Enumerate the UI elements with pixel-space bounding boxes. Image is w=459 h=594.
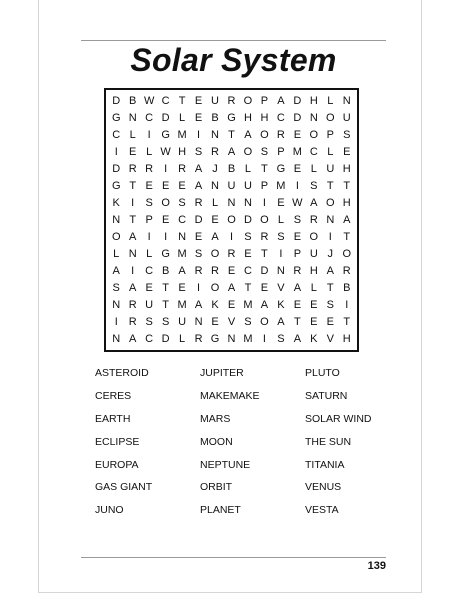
grid-letter: M	[177, 298, 187, 311]
grid-letter: N	[227, 332, 236, 345]
grid-letter: R	[194, 332, 203, 345]
grid-letter: O	[260, 129, 269, 142]
grid-letter: T	[178, 95, 186, 108]
grid-letter: D	[194, 213, 203, 226]
grid-letter: R	[211, 146, 219, 159]
grid-letter: M	[243, 332, 253, 345]
grid-letter: O	[326, 197, 335, 210]
grid-letter: N	[178, 230, 187, 243]
grid-letter: C	[276, 112, 285, 125]
grid-letter: S	[194, 146, 203, 159]
grid-letter: O	[111, 230, 121, 243]
grid-letter: M	[177, 129, 187, 142]
grid-letter: R	[227, 95, 236, 108]
grid-letter: E	[244, 247, 252, 260]
grid-letter: E	[194, 95, 203, 108]
word-list-item: GAS GIANT	[95, 481, 153, 494]
word-list-item: EARTH	[95, 412, 131, 425]
word-list-item: JUPITER	[200, 367, 244, 379]
grid-letter: T	[129, 180, 137, 193]
grid-letter: R	[128, 315, 137, 328]
grid-letter: A	[293, 332, 302, 345]
grid-letter: E	[145, 281, 153, 294]
grid-letter: S	[244, 230, 252, 243]
grid-letter: P	[326, 129, 334, 142]
grid-letter: I	[147, 129, 151, 142]
grid-letter: L	[146, 146, 153, 159]
grid-letter: E	[343, 146, 351, 159]
grid-letter: R	[128, 163, 137, 176]
word-list-item: PLUTO	[305, 367, 340, 379]
grid-letter: A	[277, 315, 285, 328]
grid-letter: T	[326, 281, 334, 294]
grid-letter: B	[161, 264, 170, 277]
grid-letter: T	[261, 163, 268, 176]
grid-letter: I	[279, 247, 283, 260]
grid-letter: H	[178, 146, 187, 159]
grid-letter: E	[178, 180, 186, 193]
grid-letter: O	[260, 213, 269, 226]
word-list-item: ASTEROID	[95, 367, 149, 379]
word-list-item: MAKEMAKE	[200, 389, 260, 402]
grid-letter: D	[112, 95, 121, 108]
bottom-divider	[81, 557, 386, 558]
grid-letter: T	[162, 281, 169, 294]
grid-letter: R	[260, 230, 269, 243]
word-list	[95, 362, 395, 522]
grid-letter: E	[211, 213, 219, 226]
grid-letter: R	[293, 264, 302, 277]
grid-letter: P	[145, 213, 153, 226]
grid-letter: G	[227, 112, 236, 125]
grid-letter: C	[178, 213, 187, 226]
grid-letter: K	[211, 298, 219, 311]
grid-letter: N	[243, 197, 252, 210]
grid-letter: D	[161, 112, 170, 125]
grid-letter: E	[194, 230, 203, 243]
word-list-item: SATURN	[305, 389, 348, 402]
grid-letter: N	[112, 213, 121, 226]
grid-letter: H	[342, 332, 351, 345]
grid-letter: A	[326, 264, 334, 277]
grid-letter: N	[112, 332, 121, 345]
grid-letter: E	[227, 264, 236, 277]
grid-letter: S	[277, 332, 285, 345]
grid-letter: T	[244, 281, 252, 294]
grid-letter: B	[343, 281, 351, 294]
grid-letter: V	[277, 281, 285, 294]
grid-letter: G	[111, 180, 121, 193]
grid-letter: I	[114, 315, 118, 328]
word-list-item: MARS	[200, 412, 231, 425]
grid-letter: U	[211, 95, 219, 108]
grid-letter: N	[211, 180, 219, 193]
grid-letter: N	[227, 197, 236, 210]
grid-letter: A	[129, 281, 137, 294]
grid-letter: T	[343, 230, 351, 243]
grid-letter: H	[260, 112, 269, 125]
grid-letter: T	[129, 213, 137, 226]
grid-letter: G	[111, 112, 121, 125]
grid-letter: S	[293, 213, 302, 226]
grid-letter: L	[244, 163, 252, 176]
grid-letter: H	[342, 163, 351, 176]
grid-letter: E	[161, 213, 170, 226]
grid-letter: T	[293, 315, 301, 328]
grid-letter: D	[260, 264, 269, 277]
grid-letter: K	[310, 332, 318, 345]
grid-letter: L	[211, 197, 219, 210]
grid-letter: E	[326, 315, 334, 328]
grid-letter: A	[310, 197, 318, 210]
grid-letter: G	[210, 332, 220, 345]
word-list-item: VESTA	[305, 504, 339, 517]
grid-letter: O	[227, 213, 236, 226]
grid-letter: V	[326, 332, 334, 345]
grid-letter: U	[309, 247, 318, 260]
grid-letter: J	[327, 247, 334, 260]
grid-letter: R	[145, 163, 154, 176]
grid-letter: D	[112, 163, 121, 176]
grid-letter: L	[113, 247, 120, 260]
grid-letter: U	[145, 298, 154, 311]
grid-letter: G	[161, 129, 170, 142]
grid-letter: S	[343, 129, 351, 142]
word-list-item: NEPTUNE	[200, 458, 251, 471]
grid-letter: S	[178, 197, 186, 210]
grid-letter: S	[194, 247, 203, 260]
grid-letter: T	[343, 315, 351, 328]
grid-letter: L	[327, 95, 334, 108]
grid-letter: D	[293, 95, 302, 108]
grid-letter: U	[243, 180, 252, 193]
grid-letter: N	[128, 112, 137, 125]
grid-letter: A	[129, 332, 137, 345]
grid-letter: A	[227, 281, 236, 294]
grid-letter: N	[112, 298, 121, 311]
grid-letter: S	[326, 298, 334, 311]
grid-letter: C	[145, 264, 154, 277]
grid-letter: S	[145, 197, 153, 210]
grid-letter: R	[194, 197, 203, 210]
grid-letter: B	[211, 112, 219, 125]
grid-letter: S	[244, 315, 252, 328]
grid-letter: O	[309, 129, 319, 142]
grid-letter: A	[194, 180, 203, 193]
word-list-item: EUROPA	[95, 458, 139, 471]
grid-letter: H	[309, 264, 318, 277]
grid-letter: R	[128, 298, 137, 311]
grid-letter: N	[211, 129, 219, 142]
grid-letter: I	[328, 230, 332, 243]
grid-letter: E	[293, 298, 302, 311]
grid-letter: S	[310, 180, 318, 193]
grid-letter: I	[262, 197, 266, 210]
grid-letter: E	[260, 281, 269, 294]
grid-letter: R	[178, 163, 187, 176]
grid-letter: H	[243, 112, 252, 125]
word-list-item: THE SUN	[305, 435, 352, 448]
grid-letter: A	[343, 213, 351, 226]
grid-letter: L	[327, 146, 334, 159]
grid-letter: E	[129, 146, 137, 159]
grid-letter: I	[197, 281, 201, 294]
grid-letter: J	[212, 163, 218, 176]
grid-letter: I	[147, 230, 151, 243]
grid-letter: E	[145, 180, 153, 193]
grid-letter: I	[262, 332, 266, 345]
word-list-item: ORBIT	[200, 481, 233, 494]
word-list-item: MOON	[200, 435, 233, 448]
grid-letter: A	[129, 230, 137, 243]
grid-letter: E	[277, 197, 285, 210]
word-list-item: ECLIPSE	[95, 435, 140, 448]
grid-letter: I	[114, 146, 118, 159]
grid-letter: B	[227, 163, 236, 176]
grid-letter: S	[112, 281, 120, 294]
grid-letter: N	[342, 95, 351, 108]
word-list-item: JUNO	[95, 504, 124, 517]
word-list-item: SOLAR WIND	[305, 412, 372, 425]
grid-letter: L	[310, 281, 317, 294]
grid-letter: C	[145, 332, 154, 345]
page-number: 139	[367, 560, 386, 572]
grid-letter: O	[161, 197, 170, 210]
grid-letter: O	[243, 146, 253, 159]
grid-letter: O	[210, 247, 220, 260]
grid-letter: S	[145, 315, 153, 328]
grid-letter: A	[227, 146, 236, 159]
grid-letter: P	[260, 180, 269, 193]
grid-letter: R	[342, 264, 351, 277]
grid-letter: T	[326, 180, 334, 193]
grid-letter: I	[164, 163, 168, 176]
grid-letter: I	[131, 197, 135, 210]
grid-letter: E	[293, 230, 302, 243]
grid-letter: E	[310, 315, 318, 328]
grid-letter: M	[243, 298, 253, 311]
grid-letter: A	[178, 264, 186, 277]
grid-letter: S	[161, 315, 170, 328]
grid-letter: L	[179, 332, 186, 345]
grid-letter: A	[277, 95, 285, 108]
grid-letter: K	[277, 298, 285, 311]
word-list-item: PLANET	[200, 504, 241, 517]
grid-letter: L	[179, 112, 186, 125]
grid-letter: N	[276, 264, 285, 277]
grid-letter: E	[310, 298, 318, 311]
grid-letter: O	[326, 112, 335, 125]
grid-letter: H	[342, 197, 351, 210]
grid-letter: T	[228, 129, 235, 142]
grid-letter: P	[277, 146, 285, 159]
grid-letter: I	[295, 180, 299, 193]
word-list-item: CERES	[95, 389, 132, 402]
grid-letter: R	[276, 129, 285, 142]
grid-letter: O	[342, 247, 352, 260]
grid-letter: L	[310, 163, 317, 176]
grid-letter: B	[129, 95, 137, 108]
grid-letter: R	[211, 264, 219, 277]
grid-letter: I	[197, 129, 201, 142]
word-list-item: VENUS	[305, 481, 342, 494]
grid-letter: O	[309, 230, 319, 243]
grid-letter: D	[243, 213, 252, 226]
grid-letter: R	[309, 213, 318, 226]
word-list-item: TITANIA	[305, 458, 345, 471]
grid-letter: A	[112, 264, 120, 277]
grid-letter: V	[227, 315, 236, 328]
grid-letter: K	[112, 197, 120, 210]
grid-letter: E	[178, 281, 186, 294]
grid-letter: O	[260, 315, 269, 328]
grid-letter: N	[128, 247, 137, 260]
grid-letter: M	[292, 146, 302, 159]
grid-letter: U	[342, 112, 351, 125]
grid-letter: T	[162, 298, 169, 311]
grid-letter: C	[161, 95, 170, 108]
grid-letter: O	[243, 95, 253, 108]
grid-letter: S	[277, 230, 285, 243]
grid-letter: N	[194, 315, 203, 328]
grid-letter: L	[146, 247, 153, 260]
grid-letter: O	[210, 281, 220, 294]
grid-letter: E	[194, 112, 203, 125]
grid-letter: E	[211, 315, 219, 328]
grid-letter: I	[164, 230, 168, 243]
grid-letter: C	[145, 112, 154, 125]
grid-letter: C	[112, 129, 121, 142]
grid-letter: L	[277, 213, 284, 226]
grid-letter: I	[229, 230, 234, 243]
grid-letter: A	[293, 281, 302, 294]
grid-letter: H	[309, 95, 318, 108]
grid-letter: E	[293, 163, 302, 176]
grid-letter: P	[293, 247, 302, 260]
grid-letter: C	[243, 264, 252, 277]
grid-letter: R	[227, 247, 236, 260]
grid-letter: N	[326, 213, 335, 226]
grid-letter: U	[227, 180, 236, 193]
grid-letter: L	[129, 129, 136, 142]
grid-letter: G	[276, 163, 286, 176]
grid-letter: E	[161, 180, 170, 193]
grid-letter: W	[143, 95, 155, 108]
grid-letter: I	[345, 298, 349, 311]
word-search-grid	[104, 88, 359, 352]
grid-letter: R	[194, 264, 203, 277]
grid-letter: D	[161, 332, 170, 345]
grid-letter: A	[260, 298, 269, 311]
grid-letter: A	[211, 230, 219, 243]
grid-letter: U	[326, 163, 335, 176]
grid-letter: E	[227, 298, 236, 311]
grid-letter: M	[177, 247, 187, 260]
grid-letter: W	[160, 146, 171, 159]
grid-letter: M	[276, 180, 286, 193]
grid-letter: T	[343, 180, 351, 193]
grid-letter: I	[131, 264, 135, 277]
grid-letter: G	[161, 247, 170, 260]
grid-letter: S	[260, 146, 269, 159]
grid-letter: U	[178, 315, 187, 328]
grid-letter: N	[309, 112, 318, 125]
grid-letter: P	[260, 95, 269, 108]
grid-letter: T	[261, 247, 268, 260]
grid-letter: A	[244, 129, 252, 142]
grid-letter: A	[194, 298, 203, 311]
grid-letter: D	[293, 112, 302, 125]
grid-letter: W	[292, 197, 303, 210]
grid-letter: A	[194, 163, 203, 176]
grid-letter: E	[293, 129, 302, 142]
page-title: Solar System	[130, 42, 337, 78]
grid-letter: C	[309, 146, 318, 159]
